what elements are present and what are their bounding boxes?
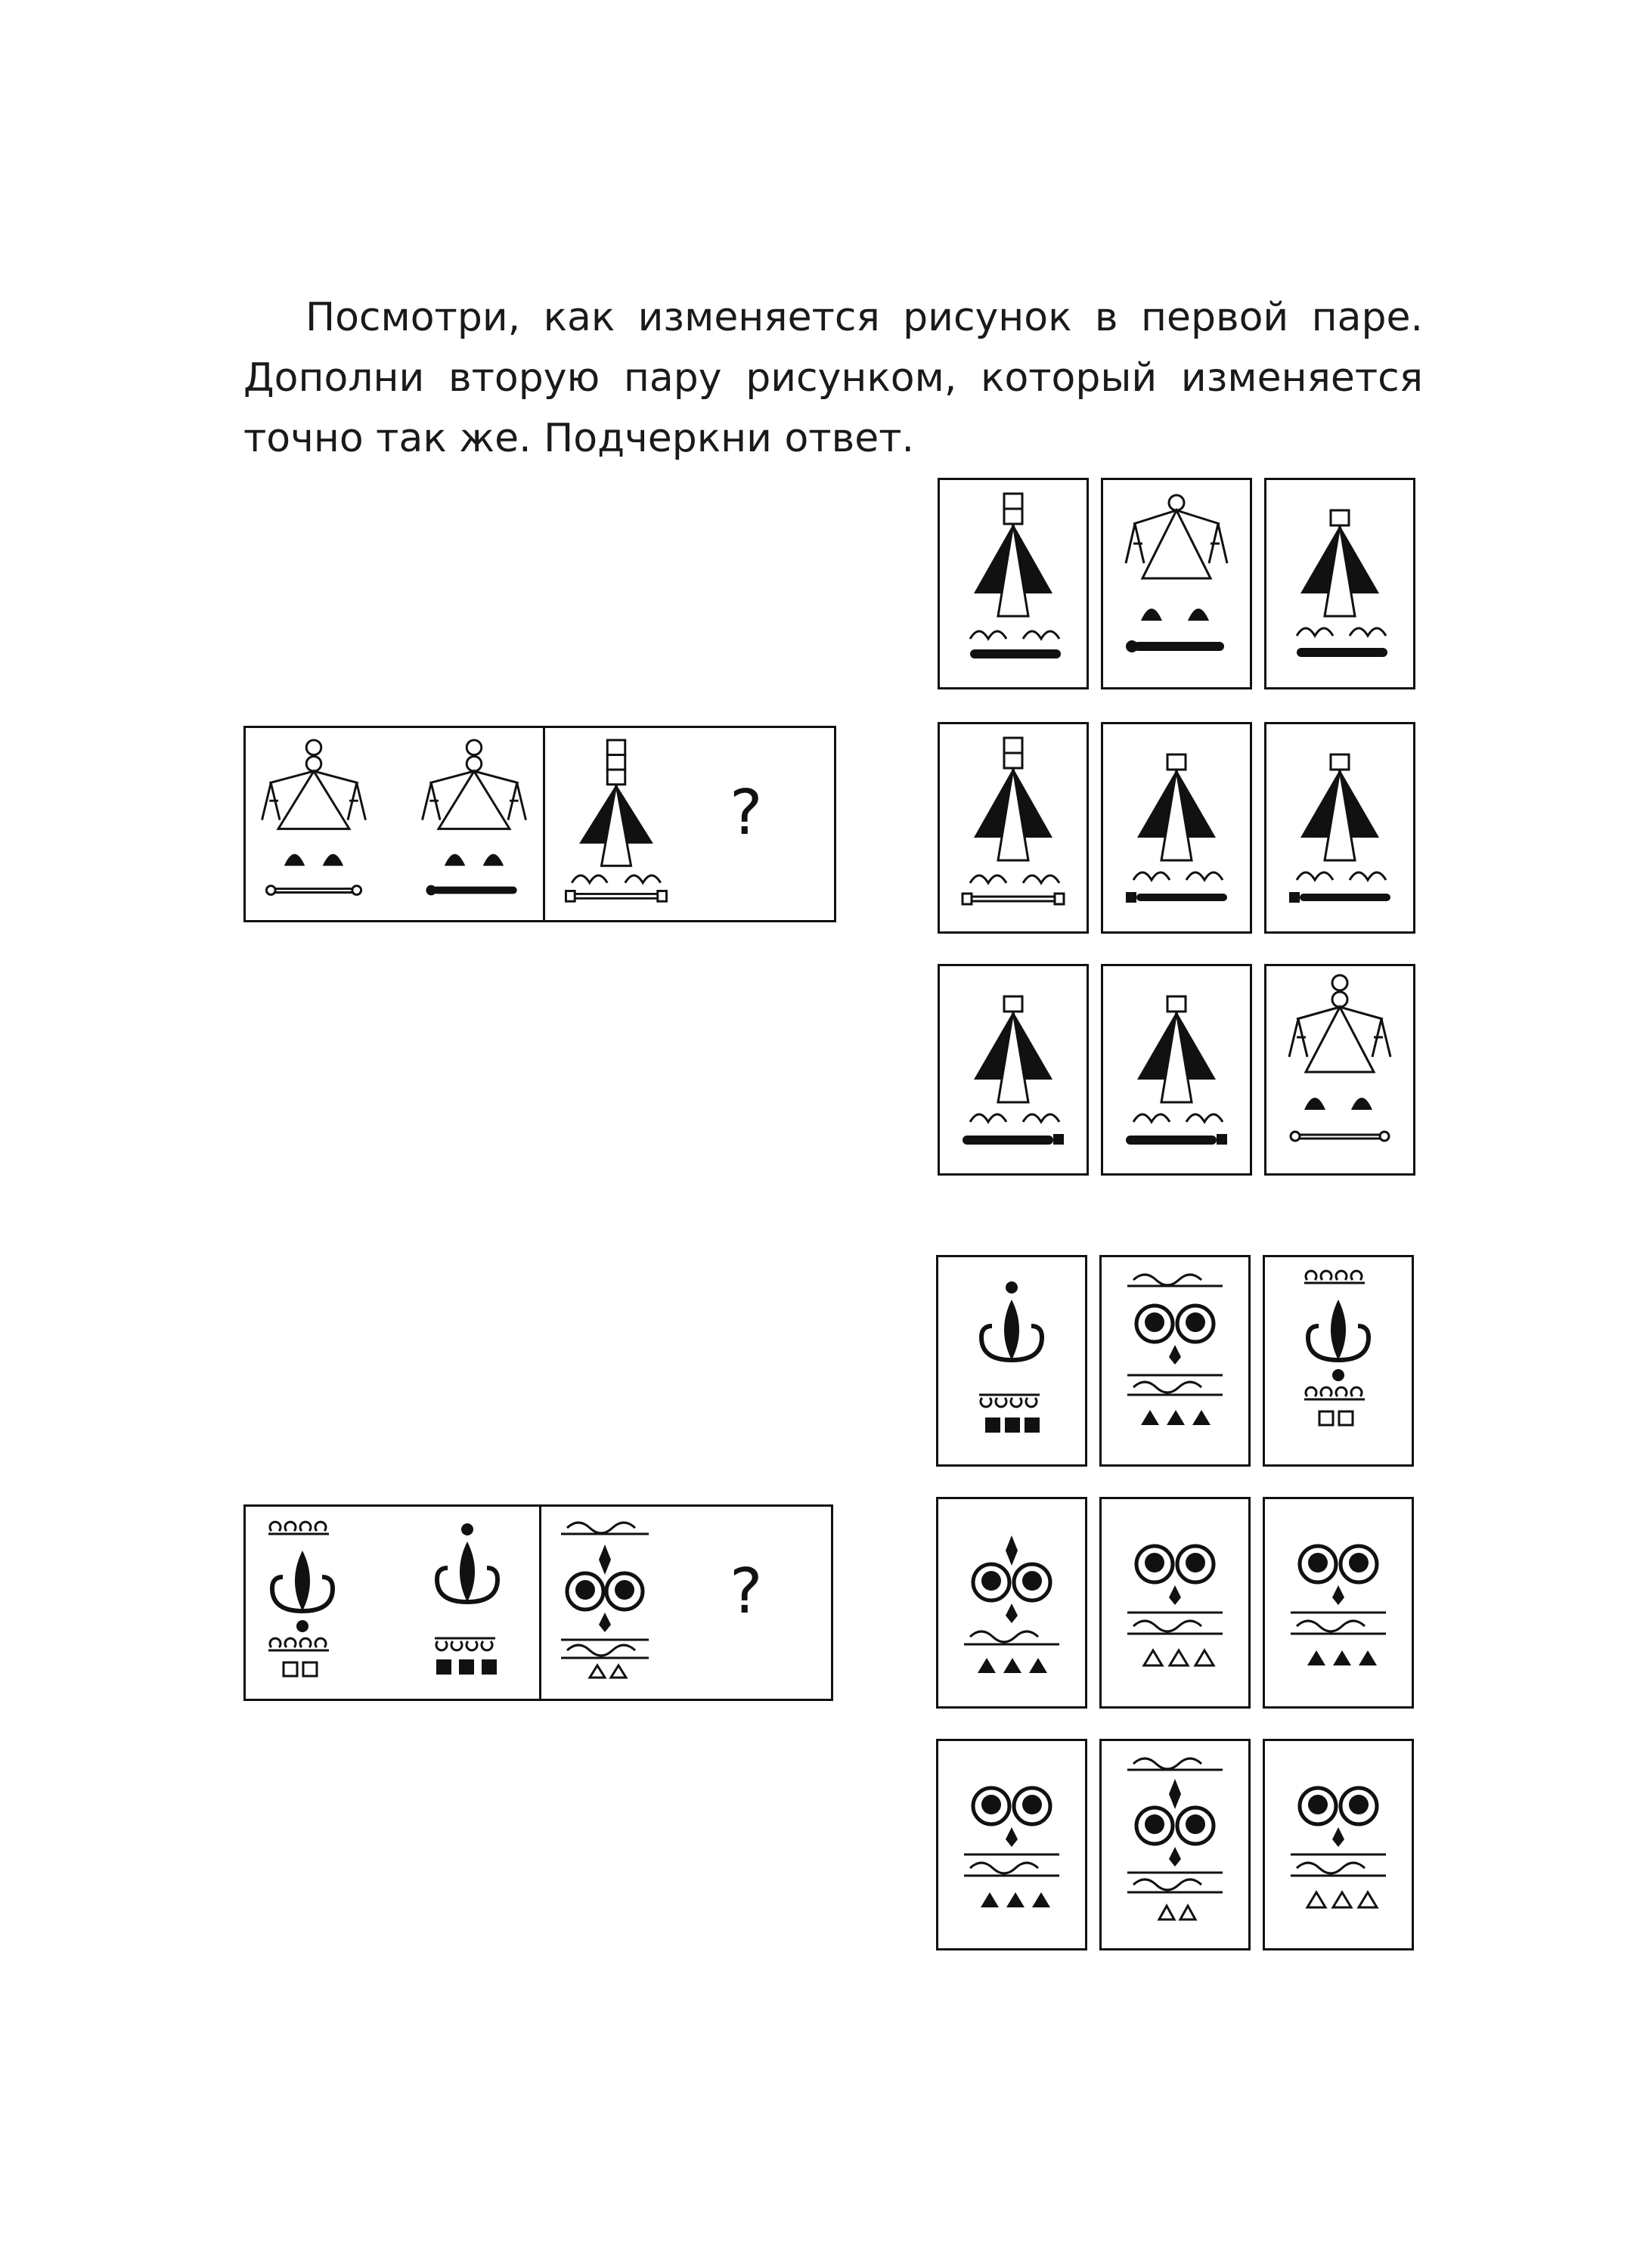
task2-owl-option-6: [1265, 1499, 1412, 1706]
task1-option-card[interactable]: [938, 964, 1089, 1176]
task1-option-card[interactable]: [938, 722, 1089, 934]
instruction-text: [243, 287, 1423, 469]
task2-lily-option-3: [1265, 1257, 1412, 1464]
task1-option-card[interactable]: [1264, 722, 1415, 934]
task2-pair-divider: [539, 1507, 541, 1699]
task1-option-card[interactable]: [938, 478, 1089, 689]
task1-crown-option-9: [1266, 966, 1413, 1173]
task2-option-card[interactable]: [1099, 1497, 1251, 1709]
task2-option-card[interactable]: [936, 1739, 1087, 1950]
task2-option-card[interactable]: [1263, 1497, 1414, 1709]
task1-tower-option-6: [1266, 724, 1413, 931]
task1-crown-figure-a: [253, 739, 374, 909]
task1-tower-option-1: [940, 480, 1087, 687]
task1-tower-option-7: [940, 966, 1087, 1173]
task2-option-card[interactable]: [936, 1497, 1087, 1709]
task1-option-card[interactable]: [1101, 964, 1252, 1176]
task1-analogy-box: [243, 726, 836, 922]
task1-option-card[interactable]: [1264, 478, 1415, 689]
task1-tower-option-3: [1266, 480, 1413, 687]
task1-tower-figure: [556, 739, 677, 909]
task1-option-card[interactable]: [1264, 964, 1415, 1176]
task2-lily-figure-a: [261, 1514, 344, 1690]
task1-option-card[interactable]: [1101, 478, 1252, 689]
task2-owl-option-9: [1265, 1741, 1412, 1948]
task2-owl-option-2: [1102, 1257, 1248, 1464]
instruction-line-2: Дополни вторую пару рисунком, который изменяется: [243, 355, 1423, 401]
task2-lily-figure-b: [426, 1514, 509, 1690]
task1-tower-option-4: [940, 724, 1087, 931]
task1-pair-divider: [543, 728, 545, 920]
task2-option-card[interactable]: [936, 1255, 1087, 1467]
task2-owl-option-7: [938, 1741, 1085, 1948]
instruction-line-3: точно так же. Подчеркни ответ.: [243, 416, 915, 461]
task2-question-mark: ?: [730, 1556, 763, 1628]
instruction-line-1: Посмотри, как изменяется рисунок в первой паре.: [305, 295, 1423, 340]
task1-question-mark: ?: [730, 777, 763, 849]
task2-option-card[interactable]: [1099, 1739, 1251, 1950]
task1-option-card[interactable]: [1101, 722, 1252, 934]
task2-owl-option-5: [1102, 1499, 1248, 1706]
task2-option-card[interactable]: [1263, 1255, 1414, 1467]
task1-tower-option-5: [1103, 724, 1250, 931]
task1-crown-figure-b: [414, 739, 535, 909]
task1-crown-option-2: [1103, 480, 1250, 687]
task2-owl-figure: [552, 1514, 658, 1690]
task2-lily-option-1: [938, 1257, 1085, 1464]
task2-owl-option-8: [1102, 1741, 1248, 1948]
task2-analogy-box: [243, 1504, 833, 1701]
task2-option-card[interactable]: [1263, 1739, 1414, 1950]
task2-owl-option-4: [938, 1499, 1085, 1706]
task2-option-card[interactable]: [1099, 1255, 1251, 1467]
task1-tower-option-8: [1103, 966, 1250, 1173]
